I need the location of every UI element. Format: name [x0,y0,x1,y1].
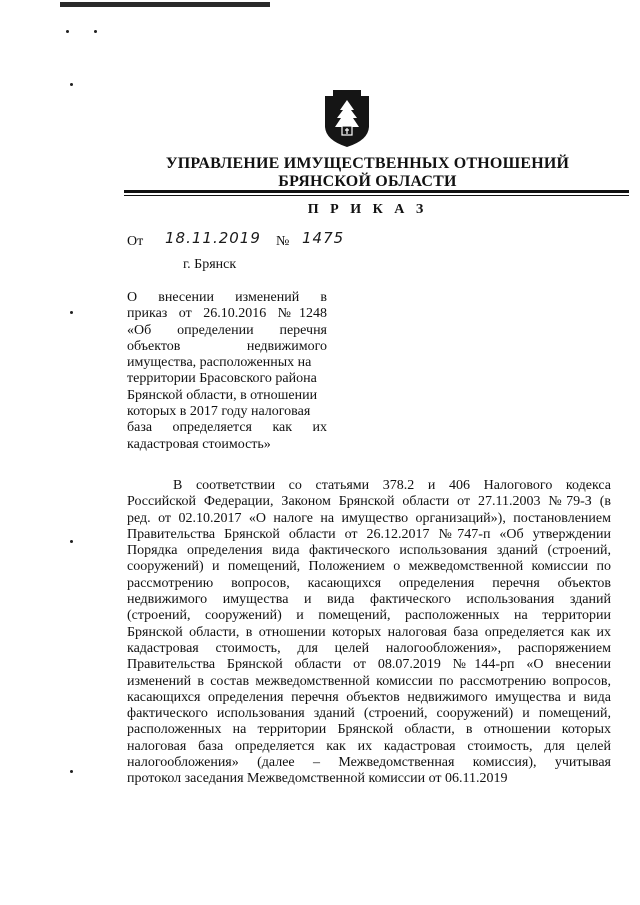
body-line: касающихся определения перечня объектов недвижимого имущества и вида [127,689,611,705]
scan-dot [70,311,73,314]
subject-line: О внесении изменений в [127,290,327,305]
city-label: г. Брянск [183,257,237,272]
order-subject [127,290,327,453]
subject-line: Брянской области, в отношении [127,387,318,403]
subject-line: кадастровая стоимость» [127,436,271,452]
bryansk-coat-of-arms-icon [323,90,371,148]
header-rule-thick [124,190,629,193]
body-line: ред. от 02.10.2017 «О налоге на имущество организаций»), постановлением [127,510,611,526]
preamble-paragraph [127,478,611,788]
scan-dot [94,30,97,33]
body-line: Российской Федерации, Законом Брянской области от 27.11.2003 №79-З (в [127,494,611,510]
subject-line: база определяется как их [127,420,327,436]
number-label: № [276,234,290,249]
body-line: протокол заседания Межведомственной комиссии от 06.11.2019 [127,771,508,787]
scan-dot [70,83,73,86]
number-value-handwritten: 1475 [302,229,345,247]
date-label: От [127,234,144,249]
scan-dot [70,540,73,543]
body-line: налогообложения» (далее – Межведомственная комиссия), учитывая [127,755,611,771]
body-line: налоговая база определяется как их кадастровая стоимость, для целей [127,738,611,754]
organization-title-line-1: УПРАВЛЕНИЕ ИМУЩЕСТВЕННЫХ ОТНОШЕНИЙ [165,155,570,172]
body-line: недвижимого имущества и вида фактического использования зданий [127,592,611,608]
subject-line: имущества, расположенных на [127,355,312,371]
body-line: (строений, сооружений) и помещений, расположенных на территории [127,608,611,624]
subject-line: приказ от 26.10.2016 №1248 [127,306,327,322]
body-line: Брянской области, в отношении которых налоговая база определяется как их [127,624,611,640]
subject-line: которых в 2017 году налоговая [127,404,311,420]
header-rule-thin [124,195,629,196]
subject-line: территории Брасовского района [127,371,317,387]
body-line: расположенных на территории Брянской области, в отношении которых [127,722,611,738]
document-type-heading: П Р И К А З [307,202,428,217]
scan-dot [66,30,69,33]
body-line: Правительства Брянской области от 26.12.2017 №747-п «Об утверждении [127,526,611,542]
body-line: кадастровая стоимость, для целей налогообложения», распоряжением [127,640,611,656]
scan-artifact-bar [60,2,270,7]
body-line: рассмотрению вопросов, касающихся определения перечня объектов [127,575,611,591]
body-line: В соответствии со статьями 378.2 и 406 Налогового кодекса [173,478,611,493]
body-line: сооружений) и помещений, Положением о межведомственной комиссии по [127,559,611,575]
date-value-handwritten: 18.11.2019 [165,229,261,247]
body-line: фактического использования зданий (строений, сооружений) и помещений, [127,706,611,722]
body-line: изменений в состав межведомственной комиссии по рассмотрению вопросов, [127,673,611,689]
body-line: Порядка определения вида фактического использования зданий (строений, [127,543,611,559]
subject-line: объектов недвижимого [127,338,327,354]
body-line: Правительства Брянской области от 08.07.2019 №144-рп «О внесении [127,657,611,673]
scan-dot [70,770,73,773]
organization-title-line-2: БРЯНСКОЙ ОБЛАСТИ [278,173,457,190]
subject-line: «Об определении перечня [127,322,327,338]
